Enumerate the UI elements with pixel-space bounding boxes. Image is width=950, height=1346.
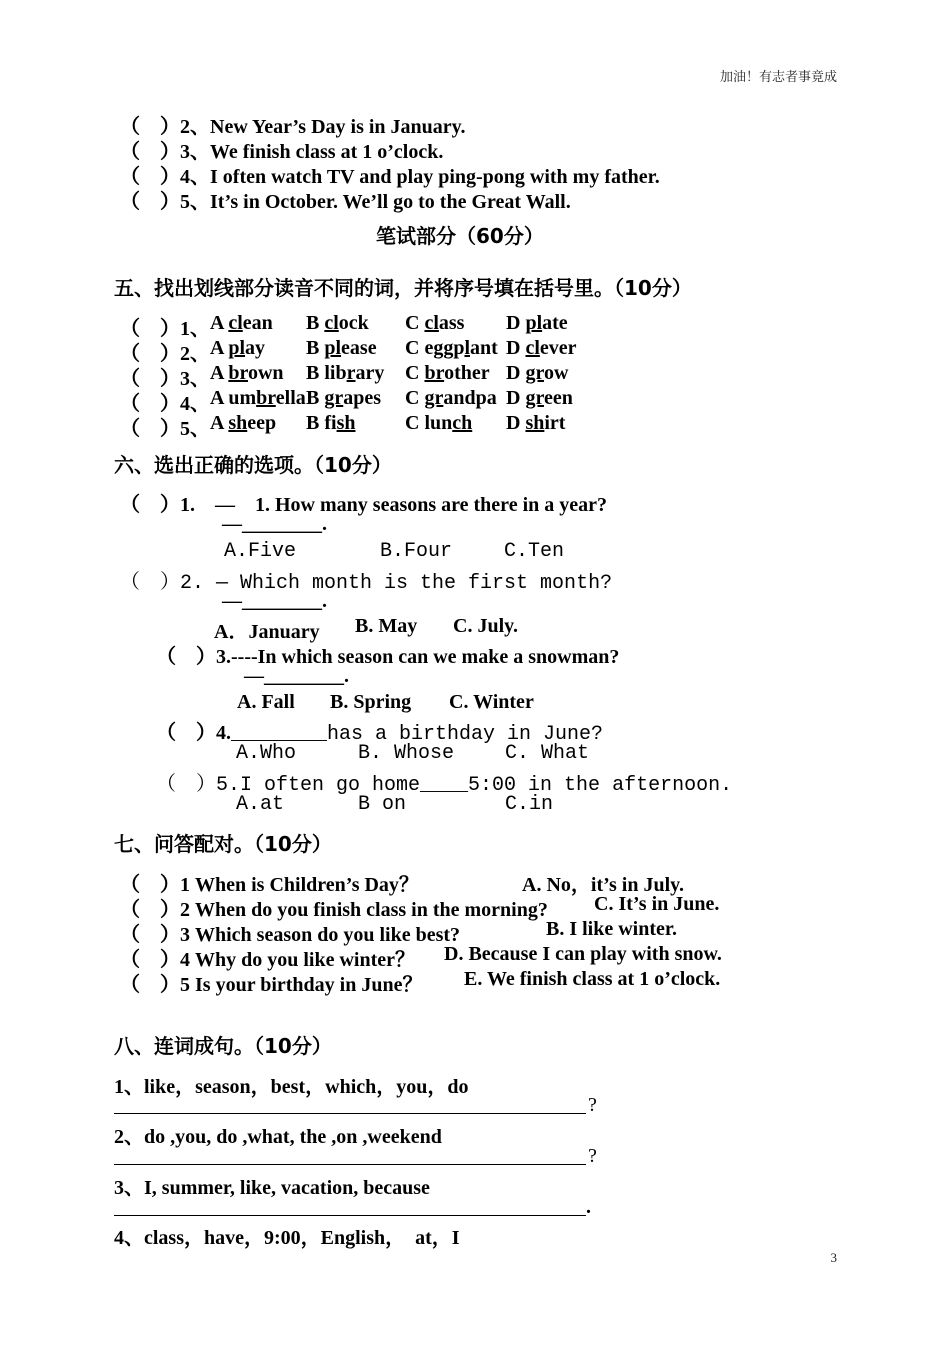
s5-word-part: A	[210, 337, 229, 359]
written-section-title: 笔试部分（60分）	[376, 224, 544, 248]
s5-word-part: andpa	[443, 387, 497, 409]
s7-question-2: （ ）2 When do you finish class in the morning?	[120, 899, 548, 921]
s5-item-number: （ ）3、	[120, 368, 210, 390]
s5-underlined-part: cl	[324, 312, 339, 334]
s5-word-part: een	[543, 387, 573, 409]
s6-q5: （ ）5.I often go home____5:00 in the afternoon.	[156, 774, 733, 797]
s5-word-part: own	[247, 362, 284, 384]
page-number: 3	[830, 1250, 837, 1265]
s5-word-part: B	[306, 387, 325, 409]
s5-word-part: D	[506, 387, 526, 409]
s5-underlined-part: cl	[525, 337, 540, 359]
s8-item-2: 2、do ,you, do ,what, the ,on ,weekend	[114, 1126, 442, 1148]
s5-underlined-part: gr	[525, 387, 544, 409]
s5-option-b	[306, 337, 377, 360]
s5-word-part: ease	[341, 337, 377, 359]
s5-underlined-part: pl	[525, 312, 543, 334]
s6-q4-opt-c: C. What	[505, 742, 590, 765]
s6-q1: （ ）1. — 1. How many seasons are there in a year?	[120, 494, 608, 516]
s6-q3-opt-c: C. Winter	[449, 691, 534, 713]
s5-underlined-part: gr	[424, 387, 444, 409]
s5-item-number: （ ）2、	[120, 343, 210, 365]
s5-word-part: C lun	[405, 412, 453, 434]
s5-word-part: D	[506, 362, 526, 384]
s5-option-a	[210, 387, 306, 410]
s8-end-1: ?	[588, 1094, 597, 1116]
s5-word-part: A um	[210, 387, 257, 409]
listening-item-4: （ ）4、I often watch TV and play ping-pong with my father.	[120, 166, 660, 188]
s5-word-part: C	[405, 387, 425, 409]
s6-q4-text: ________has a birthday in June?	[231, 723, 604, 746]
s7-question-3: （ ）3 Which season do you like best?	[120, 924, 461, 946]
s5-word-part: ate	[542, 312, 568, 334]
s6-q4-opt-b: B. Whose	[358, 742, 455, 765]
s5-item-number: （ ）4、	[120, 393, 210, 415]
s7-question-4: （ ）4 Why do you like winter？	[120, 949, 416, 971]
s8-item-1: 1、like，season，best，which，you，do	[114, 1076, 469, 1098]
s6-q2: （ ）2. — Which month is the first month?	[120, 572, 613, 595]
s5-word-part: ean	[242, 312, 273, 334]
s5-word-part: A	[210, 412, 229, 434]
s5-underlined-part: pl	[324, 337, 342, 359]
s5-word-part	[355, 412, 360, 434]
s5-word-part	[472, 412, 477, 434]
s5-underlined-part: r	[346, 362, 356, 384]
s5-underlined-part: br	[256, 387, 276, 409]
s6-q3-opt-a: A. Fall	[237, 691, 295, 713]
s8-item-3: 3、I, summer, like, vacation, because	[114, 1177, 430, 1199]
s5-word-part: ella	[275, 387, 306, 409]
s5-underlined-part: sh	[336, 412, 356, 434]
s7-question-5: （ ）5 Is your birthday in June？	[120, 974, 423, 996]
s5-word-part: ary	[355, 362, 385, 384]
s5-word-part: B	[306, 337, 325, 359]
listening-item-2: （ ）2、New Year’s Day is in January.	[120, 116, 466, 138]
s7-answer-e: E. We finish class at 1 o’clock.	[464, 968, 721, 990]
s6-q1-opt-a: A.Five	[224, 540, 297, 563]
s8-answer-line-3	[114, 1215, 586, 1216]
s5-underlined-part: cl	[424, 312, 439, 334]
s6-q1-opt-b: B.Four	[380, 540, 453, 563]
s5-item-number: （ ）1、	[120, 318, 210, 340]
s5-underlined-part: cl	[228, 312, 243, 334]
s7-answer-b: B. I like winter.	[546, 918, 677, 940]
s5-option-d	[506, 312, 568, 335]
s6-q5-opt-c: C.in	[505, 793, 554, 816]
section-5-title: 五、找出划线部分读音不同的词，并将序号填在括号里。（10分）	[114, 276, 692, 300]
s5-word-part: ant	[470, 337, 498, 359]
s5-option-c	[405, 387, 497, 410]
s5-underlined-part: pl	[228, 337, 246, 359]
s7-question-1: （ ）1 When is Children’s Day？	[120, 874, 419, 896]
s5-option-a	[210, 337, 265, 360]
s8-end-2: ?	[588, 1145, 597, 1167]
s5-option-c	[405, 362, 490, 385]
s5-word-part: A	[210, 312, 229, 334]
s5-word-part: B lib	[306, 362, 347, 384]
s5-word-part: ever	[539, 337, 577, 359]
s5-word-part: C eggp	[405, 337, 465, 359]
s5-option-d	[506, 337, 577, 360]
s6-q2-blank: —________.	[222, 590, 327, 612]
s5-word-part: A	[210, 362, 229, 384]
s5-option-b	[306, 362, 384, 385]
s7-answer-d: D. Because I can play with snow.	[444, 943, 722, 965]
s6-q1-opt-c: C.Ten	[504, 540, 565, 563]
s5-underlined-part: l	[464, 337, 471, 359]
s6-q2-opt-a: A．January	[214, 621, 320, 643]
s5-option-d	[506, 387, 573, 410]
s6-q1-blank: —________.	[222, 513, 327, 535]
s5-word-part: B fi	[306, 412, 337, 434]
s8-end-3: .	[586, 1196, 591, 1218]
s7-answer-c: C. It’s in June.	[594, 893, 720, 915]
s5-word-part: ock	[338, 312, 369, 334]
s7-answer-a: A. No，it’s in July.	[522, 874, 685, 896]
s6-q3: （ ）3.----In which season can we make a snowman?	[156, 646, 620, 668]
section-8-title: 八、连词成句。（10分）	[114, 1034, 332, 1058]
s5-word-part: C	[405, 362, 425, 384]
page-header: 加油！有志者事竟成	[719, 69, 837, 84]
s8-answer-line-2	[114, 1164, 586, 1165]
s5-word-part: C	[405, 312, 425, 334]
s5-option-a	[210, 362, 284, 385]
s5-underlined-part: sh	[228, 412, 248, 434]
s6-q5-opt-b: B on	[358, 793, 407, 816]
s5-option-d	[506, 412, 565, 435]
s5-option-a	[210, 312, 273, 335]
s6-q2-opt-c: C. July.	[453, 615, 519, 637]
section-6-title: 六、选出正确的选项。（10分）	[114, 453, 392, 477]
s8-item-4: 4、class，have，9:00，English， at，I	[114, 1227, 460, 1249]
s5-option-a	[210, 412, 276, 435]
s5-underlined-part: br	[228, 362, 248, 384]
s5-item-number: （ ）5、	[120, 418, 210, 440]
s5-word-part: D	[506, 412, 526, 434]
s6-q4-number: （ ）4.	[156, 722, 231, 744]
s5-word-part: ow	[543, 362, 569, 384]
s6-q3-blank: —________.	[244, 665, 349, 687]
s6-q2-opt-b: B. May	[355, 615, 418, 637]
listening-item-3: （ ）3、We finish class at 1 o’clock.	[120, 141, 444, 163]
s5-option-b	[306, 387, 381, 410]
s5-underlined-part: ch	[452, 412, 473, 434]
s5-option-b	[306, 312, 369, 335]
s6-q4-opt-a: A.Who	[236, 742, 297, 765]
section-7-title: 七、问答配对。（10分）	[114, 832, 332, 856]
s5-word-part: D	[506, 337, 526, 359]
s5-word-part: irt	[544, 412, 566, 434]
s8-answer-line-1	[114, 1113, 586, 1114]
s5-option-c	[405, 337, 498, 360]
s5-word-part: other	[444, 362, 490, 384]
s5-word-part: ass	[438, 312, 465, 334]
s5-option-b	[306, 412, 360, 435]
s5-option-c	[405, 312, 464, 335]
s5-underlined-part: sh	[525, 412, 545, 434]
s5-underlined-part: gr	[324, 387, 344, 409]
s5-underlined-part: br	[424, 362, 445, 384]
s6-q5-opt-a: A.at	[236, 793, 285, 816]
s6-q3-opt-b: B. Spring	[330, 691, 412, 713]
s5-option-d	[506, 362, 568, 385]
s5-word-part: apes	[343, 387, 382, 409]
s5-word-part: B	[306, 312, 325, 334]
listening-item-5: （ ）5、It’s in October. We’ll go to the Great Wall.	[120, 191, 571, 213]
s5-word-part: eep	[247, 412, 277, 434]
s5-option-c	[405, 412, 477, 435]
s5-word-part: ay	[245, 337, 266, 359]
s5-word-part: D	[506, 312, 526, 334]
s5-underlined-part: gr	[525, 362, 544, 384]
